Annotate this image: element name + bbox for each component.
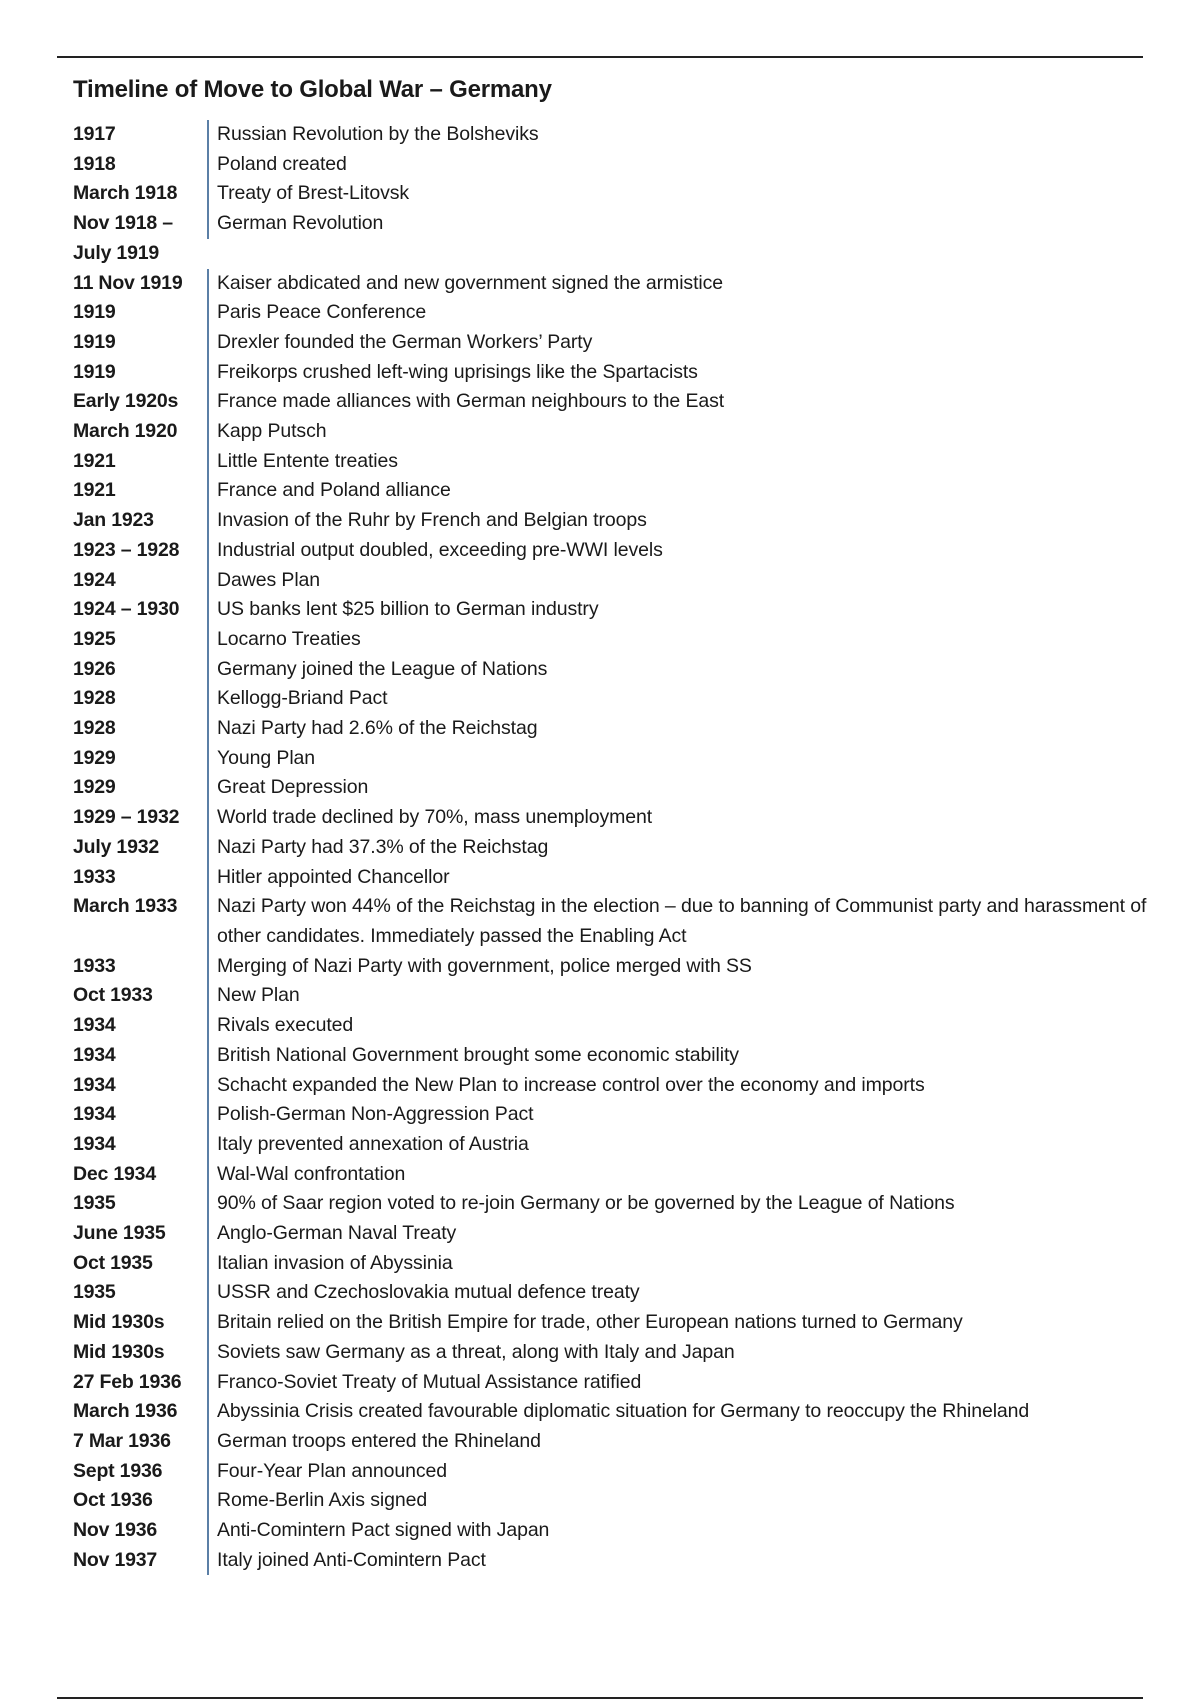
timeline-date: Mid 1930s xyxy=(73,1311,165,1334)
timeline-date: 1924 – 1930 xyxy=(73,598,180,621)
timeline-date: 1921 xyxy=(73,449,116,472)
timeline-date: 1933 xyxy=(73,865,116,888)
timeline-row xyxy=(73,863,1153,893)
timeline-row xyxy=(73,892,1153,951)
timeline-event: Paris Peace Conference xyxy=(207,298,1153,328)
timeline-event: World trade declined by 70%, mass unemployment xyxy=(207,803,1153,833)
timeline-row xyxy=(73,120,1153,150)
timeline-row xyxy=(73,803,1153,833)
timeline-event: German Revolution xyxy=(207,209,1153,239)
timeline-date: March 1920 xyxy=(73,420,178,443)
timeline-date: March 1936 xyxy=(73,1400,178,1423)
timeline-row xyxy=(73,773,1153,803)
timeline-row xyxy=(73,179,1153,209)
timeline-date: 11 Nov 1919 xyxy=(73,271,183,294)
timeline-event: Merging of Nazi Party with government, police merged with SS xyxy=(207,952,1153,982)
timeline-event: Abyssinia Crisis created favourable diplomatic situation for Germany to reoccupy the Rhineland xyxy=(207,1397,1153,1427)
timeline-date: March 1918 xyxy=(73,182,178,205)
timeline-row xyxy=(73,981,1153,1011)
timeline-event: Kellogg-Briand Pact xyxy=(207,684,1153,714)
timeline-row xyxy=(73,1189,1153,1219)
timeline-event: Nazi Party won 44% of the Reichstag in the election – due to banning of Communist party and harassment of other candidates. Immediately passed the Enabling Act xyxy=(207,892,1153,951)
timeline-event: Soviets saw Germany as a threat, along with Italy and Japan xyxy=(207,1338,1153,1368)
timeline-event: Italy joined Anti-Comintern Pact xyxy=(207,1546,1153,1576)
timeline-date: 1929 xyxy=(73,746,116,769)
timeline-event: France made alliances with German neighbours to the East xyxy=(207,387,1153,417)
timeline-date: Jan 1923 xyxy=(73,509,154,532)
timeline-row xyxy=(73,1100,1153,1130)
timeline-row xyxy=(73,714,1153,744)
timeline-row xyxy=(73,595,1153,625)
timeline-row xyxy=(73,1130,1153,1160)
timeline-event: Nazi Party had 2.6% of the Reichstag xyxy=(207,714,1153,744)
timeline-date: 27 Feb 1936 xyxy=(73,1370,182,1393)
timeline-row xyxy=(73,536,1153,566)
timeline-event: Wal-Wal confrontation xyxy=(207,1160,1153,1190)
timeline-event: British National Government brought some economic stability xyxy=(207,1041,1153,1071)
timeline-date: July 1932 xyxy=(73,835,160,858)
timeline-row xyxy=(73,328,1153,358)
timeline-event: Britain relied on the British Empire for trade, other European nations turned to Germany xyxy=(207,1308,1153,1338)
timeline-event: Anti-Comintern Pact signed with Japan xyxy=(207,1516,1153,1546)
timeline-date: 1926 xyxy=(73,657,116,680)
timeline-event: Franco-Soviet Treaty of Mutual Assistance ratified xyxy=(207,1368,1153,1398)
timeline-date: 1919 xyxy=(73,360,116,383)
timeline-event: Germany joined the League of Nations xyxy=(207,655,1153,685)
timeline-row xyxy=(73,358,1153,388)
timeline-row xyxy=(73,298,1153,328)
timeline-event: Kaiser abdicated and new government signed the armistice xyxy=(207,269,1153,299)
timeline-event: Anglo-German Naval Treaty xyxy=(207,1219,1153,1249)
timeline-event: Nazi Party had 37.3% of the Reichstag xyxy=(207,833,1153,863)
timeline-event: Rome-Berlin Axis signed xyxy=(207,1486,1153,1516)
timeline-row xyxy=(73,833,1153,863)
timeline-event: Invasion of the Ruhr by French and Belgian troops xyxy=(207,506,1153,536)
timeline-row xyxy=(73,209,1153,268)
timeline-date: Nov 1918 – July 1919 xyxy=(73,212,173,264)
timeline-date: Nov 1936 xyxy=(73,1519,158,1542)
timeline-date: 1919 xyxy=(73,330,116,353)
timeline-date: 1933 xyxy=(73,954,116,977)
timeline-row xyxy=(73,655,1153,685)
timeline-date: Mid 1930s xyxy=(73,1340,165,1363)
timeline-date: Dec 1934 xyxy=(73,1162,156,1185)
timeline-row xyxy=(73,1486,1153,1516)
timeline-date: March 1933 xyxy=(73,895,178,918)
timeline-date: 1928 xyxy=(73,717,116,740)
timeline-row xyxy=(73,1368,1153,1398)
timeline-event: Rivals executed xyxy=(207,1011,1153,1041)
timeline-event: Freikorps crushed left-wing uprisings like the Spartacists xyxy=(207,358,1153,388)
timeline-event: Italy prevented annexation of Austria xyxy=(207,1130,1153,1160)
timeline-event: Industrial output doubled, exceeding pre-WWI levels xyxy=(207,536,1153,566)
timeline-row xyxy=(73,1338,1153,1368)
timeline-date: Early 1920s xyxy=(73,390,179,413)
timeline-date: 1935 xyxy=(73,1281,116,1304)
timeline-row xyxy=(73,1041,1153,1071)
timeline-date: June 1935 xyxy=(73,1222,166,1245)
timeline-row xyxy=(73,476,1153,506)
timeline-list xyxy=(73,120,1153,1575)
timeline-row xyxy=(73,1546,1153,1576)
timeline-date: 1934 xyxy=(73,1132,116,1155)
timeline-row xyxy=(73,1278,1153,1308)
timeline-row xyxy=(73,1427,1153,1457)
timeline-row xyxy=(73,1160,1153,1190)
timeline-row xyxy=(73,447,1153,477)
timeline-event: Drexler founded the German Workers’ Party xyxy=(207,328,1153,358)
timeline-event: Little Entente treaties xyxy=(207,447,1153,477)
timeline-row xyxy=(73,417,1153,447)
timeline-row xyxy=(73,1308,1153,1338)
timeline-event: Dawes Plan xyxy=(207,566,1153,596)
timeline-event: Polish-German Non-Aggression Pact xyxy=(207,1100,1153,1130)
timeline-row xyxy=(73,684,1153,714)
timeline-date: Sept 1936 xyxy=(73,1459,163,1482)
timeline-event: Russian Revolution by the Bolsheviks xyxy=(207,120,1153,150)
timeline-row xyxy=(73,744,1153,774)
timeline-row xyxy=(73,1219,1153,1249)
timeline-row xyxy=(73,269,1153,299)
timeline-event: 90% of Saar region voted to re-join Germany or be governed by the League of Nations xyxy=(207,1189,1153,1219)
timeline-row xyxy=(73,1011,1153,1041)
timeline-date: Oct 1935 xyxy=(73,1251,153,1274)
timeline-date: 1924 xyxy=(73,568,116,591)
timeline-date: 1925 xyxy=(73,627,116,650)
timeline-date: 1918 xyxy=(73,152,116,175)
timeline-date: Oct 1933 xyxy=(73,984,153,1007)
timeline-row xyxy=(73,952,1153,982)
timeline-row xyxy=(73,1516,1153,1546)
timeline-date: 1923 – 1928 xyxy=(73,538,180,561)
timeline-event: Hitler appointed Chancellor xyxy=(207,863,1153,893)
timeline-date: 1935 xyxy=(73,1192,116,1215)
timeline-row xyxy=(73,1249,1153,1279)
timeline-date: 1919 xyxy=(73,301,116,324)
timeline-date: 1928 xyxy=(73,687,116,710)
timeline-event: Treaty of Brest-Litovsk xyxy=(207,179,1153,209)
timeline-event: US banks lent $25 billion to German industry xyxy=(207,595,1153,625)
timeline-event: Great Depression xyxy=(207,773,1153,803)
timeline-event: Kapp Putsch xyxy=(207,417,1153,447)
timeline-event: German troops entered the Rhineland xyxy=(207,1427,1153,1457)
timeline-row xyxy=(73,506,1153,536)
page-title: Timeline of Move to Global War – Germany xyxy=(73,76,552,103)
timeline-date: 1929 – 1932 xyxy=(73,806,180,829)
timeline-date: Nov 1937 xyxy=(73,1548,158,1571)
timeline-event: USSR and Czechoslovakia mutual defence treaty xyxy=(207,1278,1153,1308)
timeline-date: 1934 xyxy=(73,1103,116,1126)
top-rule xyxy=(57,56,1143,58)
timeline-event: Italian invasion of Abyssinia xyxy=(207,1249,1153,1279)
timeline-event: Schacht expanded the New Plan to increase control over the economy and imports xyxy=(207,1071,1153,1101)
timeline-row xyxy=(73,150,1153,180)
timeline-row xyxy=(73,566,1153,596)
timeline-date: 1934 xyxy=(73,1014,116,1037)
timeline-event: Young Plan xyxy=(207,744,1153,774)
timeline-row xyxy=(73,1071,1153,1101)
timeline-row xyxy=(73,387,1153,417)
timeline-date: 7 Mar 1936 xyxy=(73,1429,171,1452)
bottom-rule xyxy=(57,1697,1143,1699)
timeline-row xyxy=(73,1397,1153,1427)
timeline-row xyxy=(73,1457,1153,1487)
timeline-date: 1934 xyxy=(73,1073,116,1096)
timeline-event: Four-Year Plan announced xyxy=(207,1457,1153,1487)
timeline-date: 1917 xyxy=(73,123,116,145)
timeline-row xyxy=(73,625,1153,655)
timeline-event: New Plan xyxy=(207,981,1153,1011)
timeline-date: 1921 xyxy=(73,479,116,502)
timeline-event: Locarno Treaties xyxy=(207,625,1153,655)
timeline-event: Poland created xyxy=(207,150,1153,180)
timeline-event: France and Poland alliance xyxy=(207,476,1153,506)
timeline-date: Oct 1936 xyxy=(73,1489,153,1512)
timeline-date: 1934 xyxy=(73,1043,116,1066)
timeline-date: 1929 xyxy=(73,776,116,799)
